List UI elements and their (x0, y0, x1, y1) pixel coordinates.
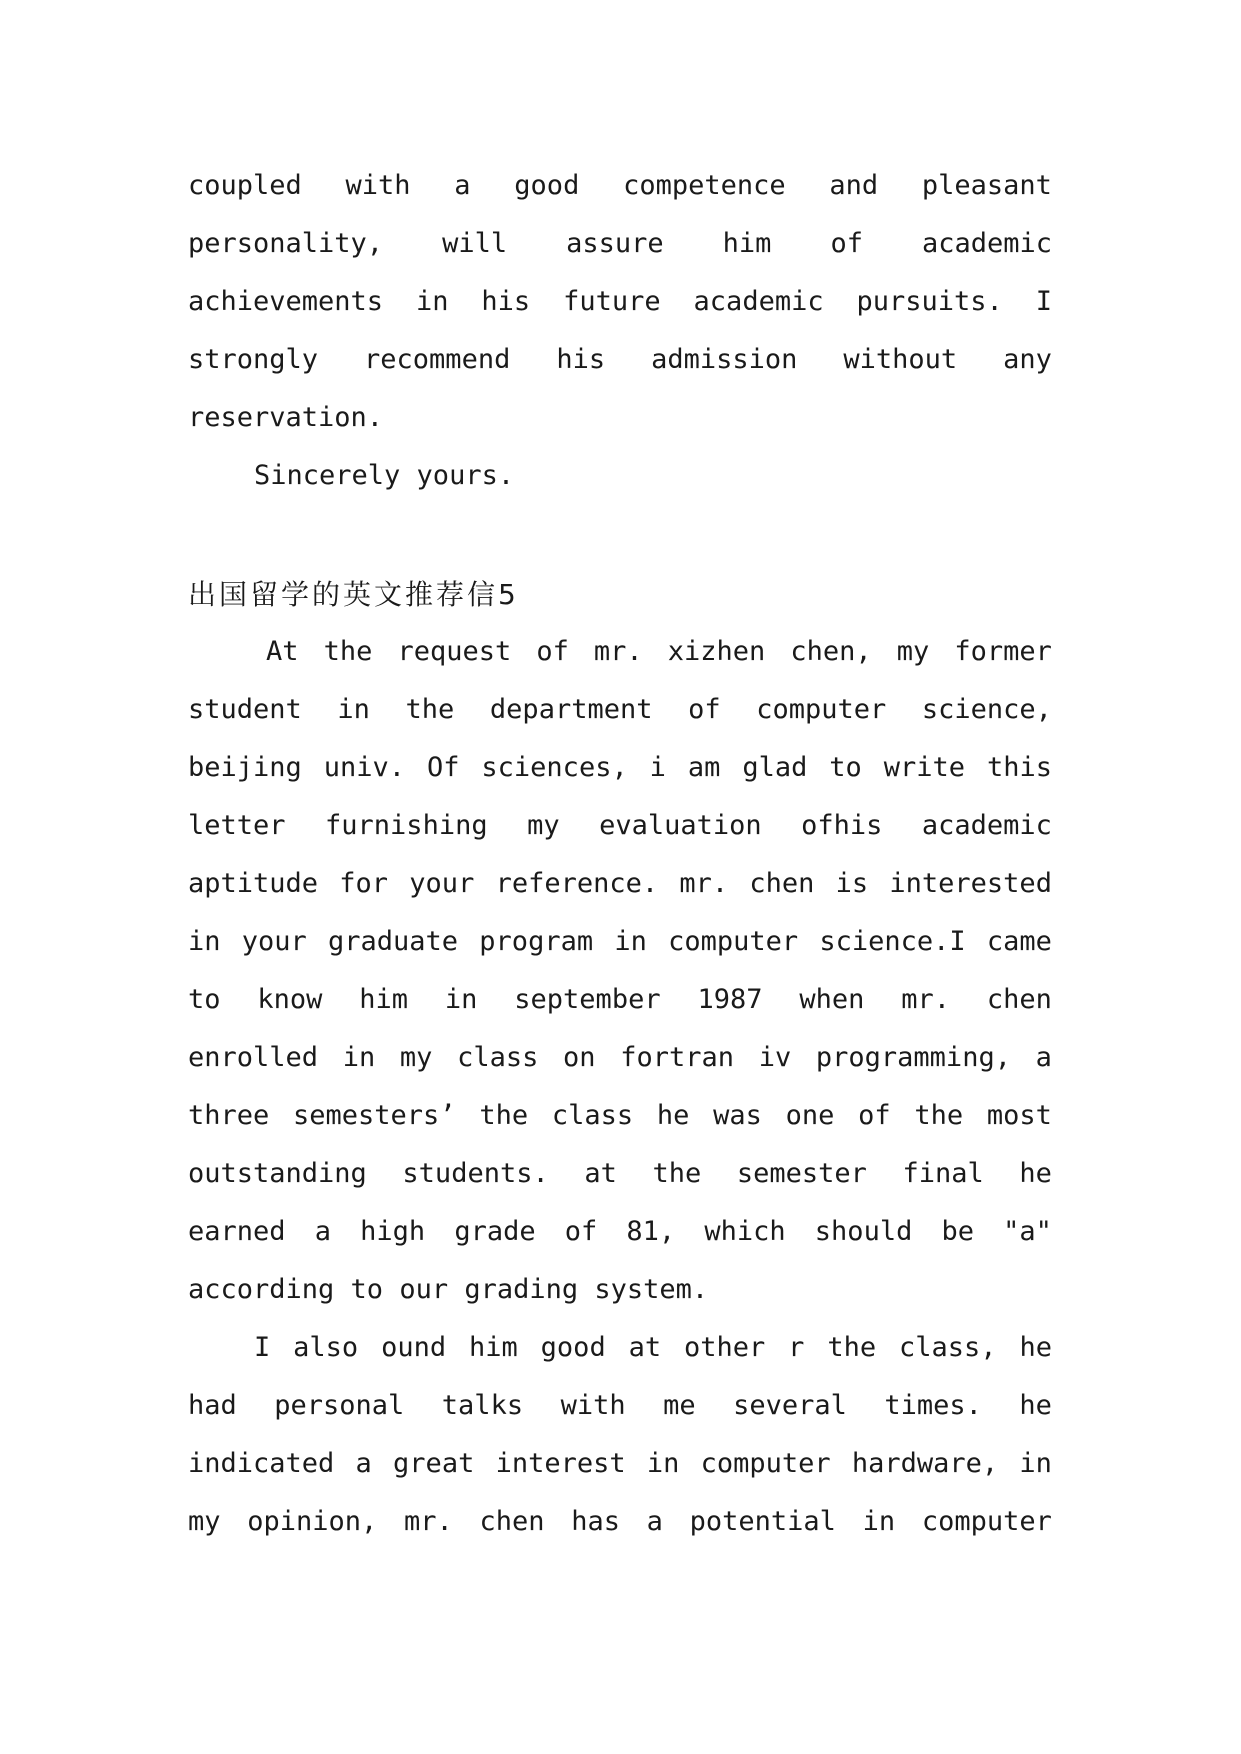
word: had (188, 1390, 237, 1421)
word: in (862, 1506, 896, 1537)
word: 81, (626, 1216, 676, 1247)
text-line (188, 1493, 1052, 1551)
word: achievements (188, 286, 384, 317)
word: me (663, 1390, 696, 1421)
word: am (687, 752, 721, 783)
word: Of (426, 752, 460, 783)
word: in (337, 694, 370, 725)
word: the (827, 1332, 877, 1363)
word: him (359, 984, 409, 1015)
word: personality, (188, 228, 384, 259)
word: pleasant (921, 170, 1052, 201)
word: recommend (364, 344, 511, 375)
word: chen (986, 984, 1052, 1015)
word: aptitude (188, 868, 319, 899)
word: with (560, 1390, 626, 1421)
word: academic (921, 810, 1052, 841)
word: iv (758, 1042, 792, 1073)
word: computer (668, 926, 799, 957)
text-line (188, 331, 1052, 389)
word: personal (274, 1390, 405, 1421)
word: coupled (188, 170, 302, 201)
word: At (266, 636, 299, 667)
word: at (628, 1332, 662, 1363)
word: semester (736, 1158, 867, 1189)
word: his (556, 344, 606, 375)
text-line (188, 1319, 1052, 1377)
word: write (883, 752, 966, 783)
letter5-paragraph-2 (188, 1319, 1052, 1551)
word: department (489, 694, 653, 725)
word: enrolled (188, 1042, 319, 1073)
word: pursuits. (856, 286, 1003, 317)
word: his (481, 286, 531, 317)
word: talks (441, 1390, 524, 1421)
word: graduate (328, 926, 459, 957)
word: potential (689, 1506, 836, 1537)
word: good (540, 1332, 606, 1363)
word: academic (921, 228, 1052, 259)
word: good (514, 170, 580, 201)
word: program (479, 926, 594, 957)
word: my (527, 810, 560, 841)
word: your (241, 926, 307, 957)
text-line (188, 739, 1052, 797)
word: other (684, 1332, 766, 1363)
word: of (688, 694, 721, 725)
word: I (254, 1332, 271, 1363)
text-line (188, 855, 1052, 913)
word: him (722, 228, 772, 259)
word: great (393, 1448, 475, 1479)
word: the (323, 636, 373, 667)
word: the (652, 1158, 702, 1189)
word: glad (742, 752, 808, 783)
word: in (646, 1448, 680, 1479)
word: chen (479, 1506, 545, 1537)
word: science, (921, 694, 1052, 725)
word: class, (899, 1332, 997, 1363)
word: know (257, 984, 323, 1015)
word: has (571, 1506, 620, 1537)
text-line (188, 681, 1052, 739)
letter5-paragraph-1 (188, 623, 1052, 1319)
word: "a" (1003, 1216, 1052, 1247)
word: outstanding (188, 1158, 367, 1189)
word: a (355, 1448, 372, 1479)
word: ofhis (801, 810, 883, 841)
word: my (399, 1042, 433, 1073)
word: of (564, 1216, 598, 1247)
text-line (188, 1435, 1052, 1493)
word: indicated (188, 1448, 335, 1479)
word: ound (381, 1332, 447, 1363)
letter4-closing-paragraph (188, 157, 1052, 505)
text-line (188, 1029, 1052, 1087)
word: academic (693, 286, 824, 317)
word: programming, (815, 1042, 1011, 1073)
word: in (444, 984, 478, 1015)
text-line (188, 1145, 1052, 1203)
word: to (188, 984, 221, 1015)
word: he (1019, 1158, 1052, 1189)
word: of (830, 228, 863, 259)
word: hardware, (851, 1448, 999, 1479)
word: without (843, 344, 958, 375)
word: assure (566, 228, 664, 259)
word: in (342, 1042, 376, 1073)
word: in (415, 286, 449, 317)
word: any (1003, 344, 1052, 375)
word: fortran (620, 1042, 735, 1073)
word: future (563, 286, 661, 317)
word: one (785, 1100, 835, 1131)
word: a (314, 1216, 331, 1247)
word: furnishing (325, 810, 488, 841)
word: a (1035, 1042, 1052, 1073)
word: mr. (679, 868, 729, 899)
text-line (188, 157, 1052, 215)
word: several (733, 1390, 847, 1421)
text-line (188, 1377, 1052, 1435)
word: in (614, 926, 647, 957)
word: came (986, 926, 1052, 957)
word: with (345, 170, 411, 201)
word: mr. (403, 1506, 453, 1537)
text-line (188, 623, 1052, 681)
word: the (405, 694, 455, 725)
text-line (188, 913, 1052, 971)
word: evaluation (599, 810, 762, 841)
word: also (293, 1332, 359, 1363)
word: final (902, 1158, 984, 1189)
word: of (536, 636, 569, 667)
word: your (409, 868, 475, 899)
word: he (656, 1100, 690, 1131)
text-line: according to our grading system. (188, 1274, 709, 1305)
word: my (188, 1506, 221, 1537)
word: to (829, 752, 862, 783)
word: grade (454, 1216, 536, 1247)
word: univ. (323, 752, 406, 783)
word: in (1019, 1448, 1052, 1479)
word: september (514, 984, 661, 1015)
word: on (563, 1042, 596, 1073)
word: which (704, 1216, 786, 1247)
word: times. (884, 1390, 982, 1421)
word: him (469, 1332, 518, 1363)
word: should (814, 1216, 913, 1247)
word: my (896, 636, 930, 667)
word: a (454, 170, 471, 201)
word: mr. (593, 636, 643, 667)
word: the (914, 1100, 964, 1131)
word: class (551, 1100, 634, 1131)
word: of (858, 1100, 891, 1131)
text-line (188, 215, 1052, 273)
text-line (188, 971, 1052, 1029)
word: earned (188, 1216, 286, 1247)
word: be (941, 1216, 975, 1247)
word: a (646, 1506, 663, 1537)
word: science.I (819, 926, 966, 957)
word: the (479, 1100, 529, 1131)
word: semesters’ (293, 1100, 456, 1131)
word: students. (402, 1158, 549, 1189)
word: computer (700, 1448, 831, 1479)
text-line (188, 1087, 1052, 1145)
word: mr. (901, 984, 951, 1015)
word: is (835, 868, 869, 899)
word: request (397, 636, 512, 667)
text-line: reservation. (188, 402, 384, 433)
word: competence (623, 170, 786, 201)
word: r (788, 1332, 805, 1363)
section-heading: 出国留学的英文推荐信5 (188, 578, 519, 611)
word: class (457, 1042, 539, 1073)
word: computer (756, 694, 887, 725)
word: high (360, 1216, 426, 1247)
word: and (829, 170, 879, 201)
word: I (1035, 286, 1052, 317)
word: student (188, 694, 302, 725)
word: at (584, 1158, 617, 1189)
word: strongly (188, 344, 319, 375)
word: will (442, 228, 508, 259)
word: letter (188, 810, 286, 841)
word: former (954, 636, 1052, 667)
text-line (188, 1203, 1052, 1261)
word: computer (921, 1506, 1052, 1537)
word: he (1019, 1390, 1052, 1421)
word: this (986, 752, 1052, 783)
word: xizhen (667, 636, 766, 667)
word: interest (495, 1448, 626, 1479)
word: three (188, 1100, 270, 1131)
text-line (188, 273, 1052, 331)
word: reference. (495, 868, 659, 899)
word: was (713, 1100, 762, 1131)
word: in (188, 926, 221, 957)
word: beijing (188, 752, 302, 783)
word: opinion, (247, 1506, 378, 1537)
word: he (1019, 1332, 1052, 1363)
word: admission (651, 344, 798, 375)
word: i (649, 752, 666, 783)
word: for (339, 868, 389, 899)
signoff: Sincerely yours. (254, 460, 515, 491)
word: most (986, 1100, 1052, 1131)
word: when (799, 984, 865, 1015)
text-line (188, 797, 1052, 855)
word: sciences, (481, 752, 628, 783)
word: 1987 (697, 984, 763, 1015)
word: chen (749, 868, 815, 899)
word: interested (889, 868, 1052, 899)
word: chen, (790, 636, 872, 667)
